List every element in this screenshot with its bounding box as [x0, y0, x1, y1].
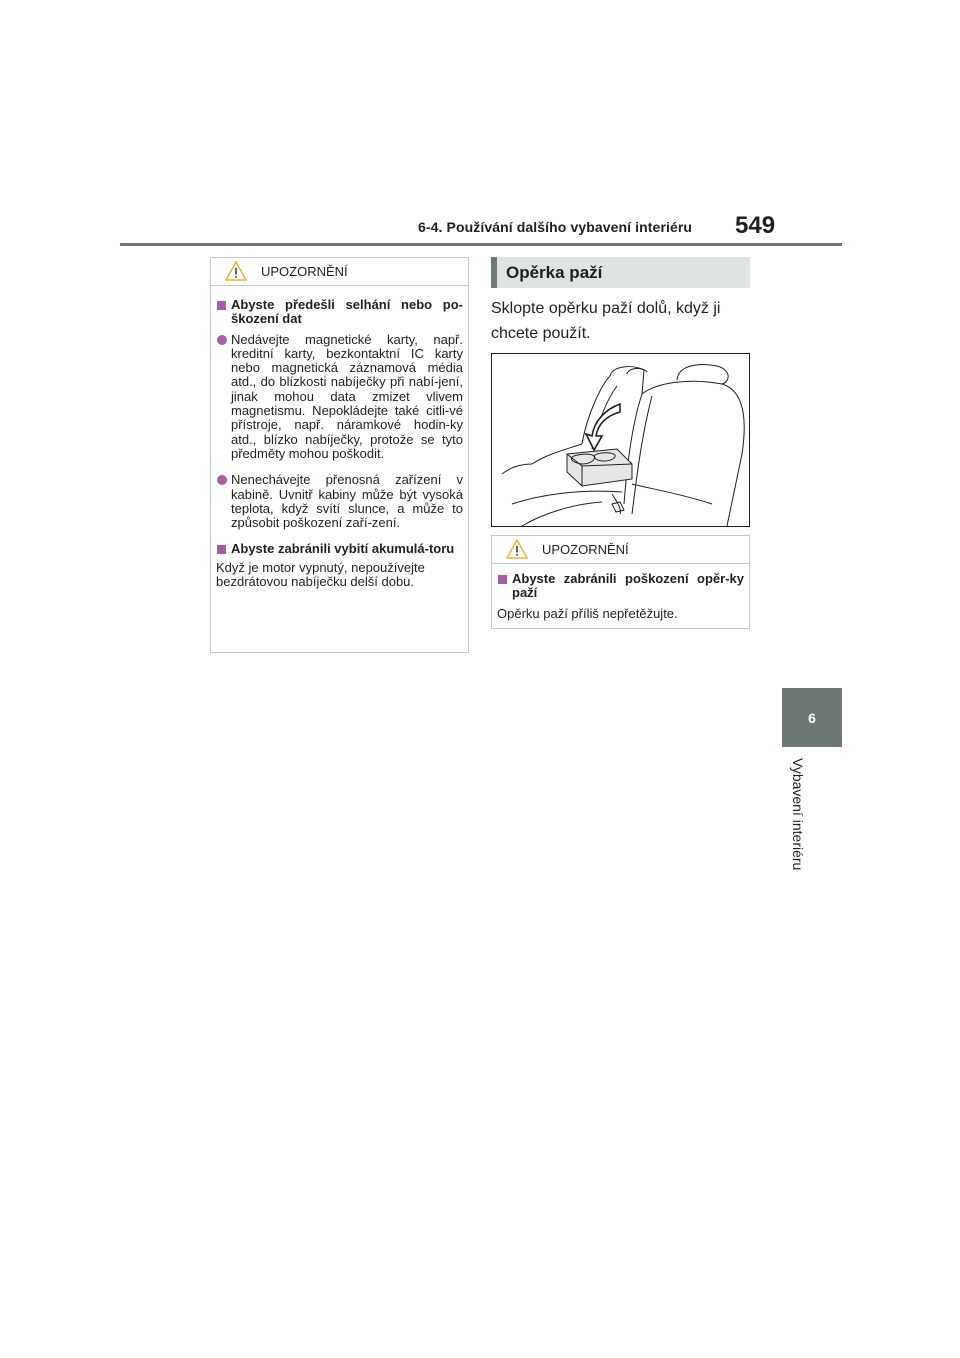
- round-bullet-icon: [217, 335, 227, 345]
- square-bullet-icon: [217, 301, 226, 310]
- caution-subheading: Abyste zabránili poškození opěr-ky paží: [497, 572, 744, 601]
- caution-subheading: Abyste zabránili vybití akumulá-toru: [216, 542, 463, 556]
- round-bullet-icon: [217, 475, 227, 485]
- header-rule: [120, 243, 842, 246]
- caution-header: [211, 258, 468, 286]
- page-number: 549: [735, 212, 776, 239]
- caution-title: UPOZORNĚNÍ: [261, 264, 348, 279]
- warning-triangle-icon: [506, 539, 528, 559]
- caution-text: Když je motor vypnutý, nepoužívejte bezdrátovou nabíječku delší dobu.: [216, 559, 425, 590]
- caution-title: UPOZORNĚNÍ: [542, 542, 629, 557]
- caution-body: [492, 564, 749, 629]
- rear-seat-armrest-drawing: [492, 354, 749, 526]
- caution-text: Opěrku paží příliš nepřetěžujte.: [497, 605, 678, 621]
- section-body-text: Sklopte opěrku paží dolů, když ji chcete použít.: [491, 300, 721, 342]
- caution-list-item: Nedávejte magnetické karty, např. kreditní karty, bezkontaktní IC karty nebo magnetická záznamová média atd., do blízkosti nabíječky při nabí-jení, jinak mohou data zmizet vlivem magnetismu. Nepokládejte také citli-vé přístroje, např. náramkové hodin-ky atd., blízko nabíječky, protože se tyto předměty mohou poškodit.: [216, 333, 463, 462]
- caution-body: [211, 286, 468, 597]
- section-heading: Opěrka paží: [491, 257, 750, 288]
- chapter-number: 6: [808, 709, 816, 726]
- caution-box-left: [210, 257, 469, 653]
- caution-header: [492, 536, 749, 564]
- chapter-tab: [782, 688, 842, 747]
- section-title: 6-4. Používání dalšího vybavení interiéru: [418, 219, 693, 235]
- square-bullet-icon: [498, 575, 507, 584]
- armrest-illustration: [491, 353, 750, 527]
- caution-subheading: Abyste předešli selhání nebo po-škození dat: [216, 298, 463, 327]
- caution-list-item: Nenechávejte přenosná zařízení v kabině. Uvnitř kabiny může být vysoká teplota, když svítí slunce, a může to způsobit poškození zaří-zení.: [216, 473, 463, 530]
- caution-box-right: [491, 535, 750, 629]
- chapter-label: Vybavení interiéru: [790, 758, 806, 871]
- warning-triangle-icon: [225, 261, 247, 281]
- square-bullet-icon: [217, 545, 226, 554]
